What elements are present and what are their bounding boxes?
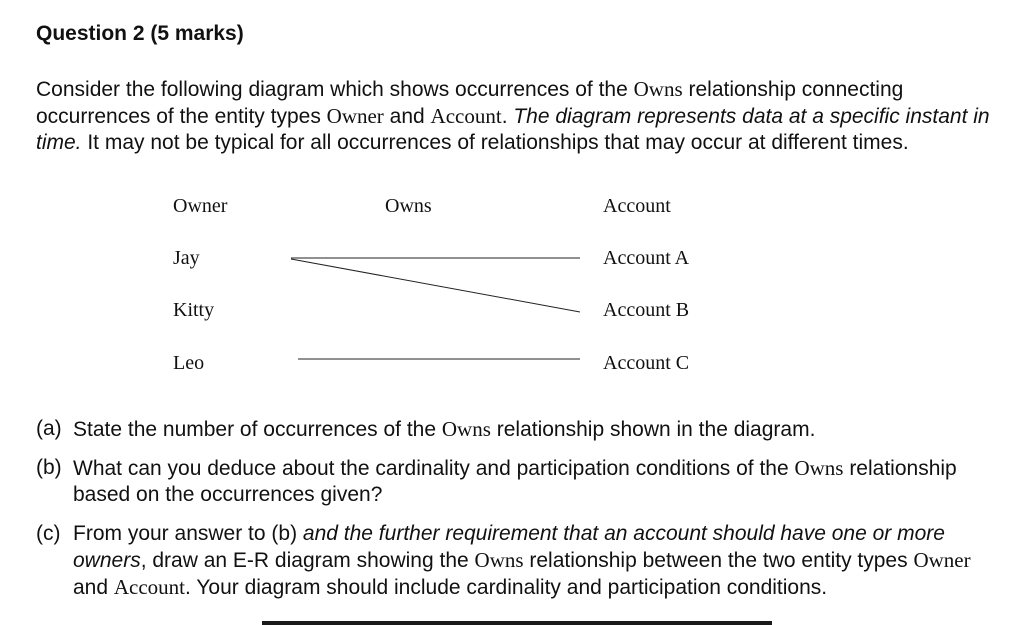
- owner-column-header: Owner: [173, 195, 228, 217]
- bottom-divider: [262, 621, 772, 625]
- intro-text-3: and: [383, 105, 431, 128]
- part-c-owns-term: Owns: [474, 548, 524, 572]
- part-c-text-3: relationship between the two entity types: [523, 549, 914, 572]
- part-a-owns-term: Owns: [441, 417, 491, 441]
- part-c-text-1: From your answer to (b): [73, 522, 303, 545]
- part-c-text-5: . Your diagram should include cardinality and participation conditions.: [185, 576, 828, 599]
- part-c-text-4: and: [73, 576, 114, 599]
- owner-jay: Jay: [173, 247, 200, 269]
- account-term: Account: [430, 104, 502, 128]
- owner-leo: Leo: [173, 352, 205, 374]
- part-c-text-2: , draw an E-R diagram showing the: [140, 549, 475, 572]
- part-a-marker: (a): [36, 417, 62, 440]
- part-c-italic-text: and the further requirement that an account should have one or more owners: [73, 522, 945, 572]
- part-c-account-term: Account: [113, 575, 186, 599]
- question-title: Question 2 (5 marks): [36, 22, 244, 45]
- part-c: [36, 521, 976, 601]
- intro-paragraph: [36, 76, 996, 156]
- intro-italic-text: The diagram represents data at a specific instant in time.: [36, 105, 990, 154]
- part-a: [36, 416, 976, 443]
- part-c-owner-term: Owner: [913, 548, 971, 572]
- owner-term: Owner: [326, 104, 384, 128]
- intro-text-4: .: [501, 105, 514, 128]
- part-b-text-2: relationship based on the occurrences given?: [73, 457, 957, 506]
- link-jay-account-b: [291, 259, 580, 312]
- owns-term: Owns: [633, 77, 683, 101]
- part-c-marker: (c): [36, 522, 61, 545]
- part-a-text-2: relationship shown in the diagram.: [490, 418, 816, 441]
- account-b: Account B: [603, 299, 690, 321]
- account-a: Account A: [603, 247, 690, 269]
- part-b-marker: (b): [36, 456, 62, 479]
- part-b: [36, 455, 976, 508]
- part-a-text-1: State the number of occurrences of the: [73, 418, 442, 441]
- owner-kitty: Kitty: [173, 299, 215, 321]
- intro-text-2: relationship connecting occurrences of the entity types: [36, 78, 904, 128]
- account-c: Account C: [603, 352, 690, 374]
- part-b-text-1: What can you deduce about the cardinality and participation conditions of the: [73, 457, 795, 480]
- intro-text-5: It may not be typical for all occurrences of relationships that may occur at different times.: [81, 131, 909, 154]
- intro-text-1: Consider the following diagram which shows occurrences of the: [36, 78, 634, 101]
- part-b-owns-term: Owns: [794, 456, 844, 480]
- account-column-header: Account: [603, 195, 671, 217]
- owns-column-header: Owns: [385, 195, 432, 217]
